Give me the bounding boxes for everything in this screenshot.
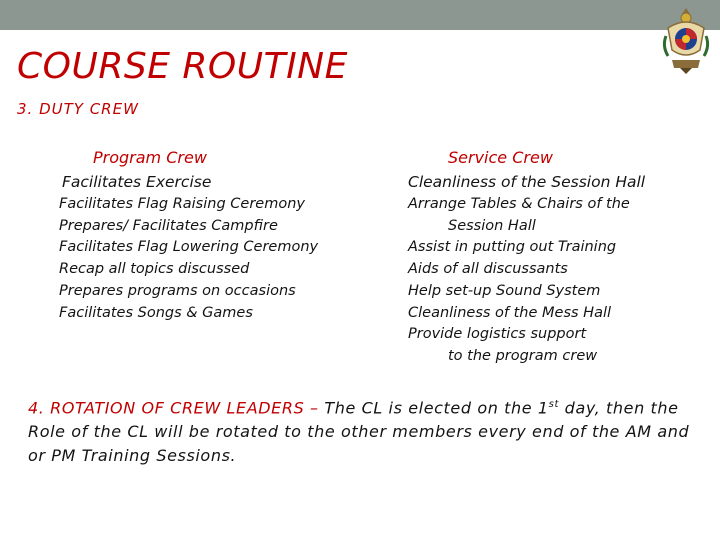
rotation-paragraph: [28, 393, 698, 468]
list-item: Help set-up Sound System: [408, 282, 601, 299]
rotation-heading: 4. ROTATION OF CREW LEADERS: [28, 398, 305, 418]
list-item: Recap all topics discussed: [59, 261, 250, 278]
program-crew-subheading: Facilitates Exercise: [62, 173, 212, 191]
list-item: to the program crew: [448, 347, 598, 364]
service-crew-list: [408, 194, 630, 368]
list-item: Provide logistics support: [408, 326, 587, 343]
list-item: Arrange Tables & Chairs of the: [408, 196, 630, 212]
slide-title: COURSE ROUTINE: [17, 46, 348, 87]
list-item: Facilitates Songs & Games: [59, 304, 253, 321]
rotation-separator: –: [304, 398, 325, 418]
list-item: Assist in putting out Training: [408, 239, 617, 256]
top-bar: [0, 0, 720, 30]
rotation-text-before: The CL is elected on the 1: [324, 398, 549, 418]
program-crew-heading: Program Crew: [93, 148, 207, 167]
list-item: Facilitates Flag Raising Ceremony: [59, 196, 305, 212]
rotation-text-after: day, then the Role of the CL will be rotated to the other members every end of the AM and or PM Training Sessions.: [28, 398, 690, 466]
list-item: Prepares/ Facilitates Campfire: [59, 217, 278, 234]
service-crew-heading: Service Crew: [448, 148, 553, 167]
list-item: Cleanliness of the Mess Hall: [408, 304, 612, 321]
list-item: Aids of all discussants: [408, 261, 568, 278]
list-item: Facilitates Flag Lowering Ceremony: [59, 239, 319, 256]
scout-emblem-icon: [660, 6, 712, 76]
service-crew-subheading: Cleanliness of the Session Hall: [408, 173, 646, 191]
rotation-superscript: st: [548, 399, 559, 410]
section-subtitle: 3. DUTY CREW: [17, 100, 139, 118]
list-item: Session Hall: [448, 217, 536, 234]
list-item: Prepares programs on occasions: [59, 282, 296, 299]
program-crew-list: [59, 194, 318, 324]
